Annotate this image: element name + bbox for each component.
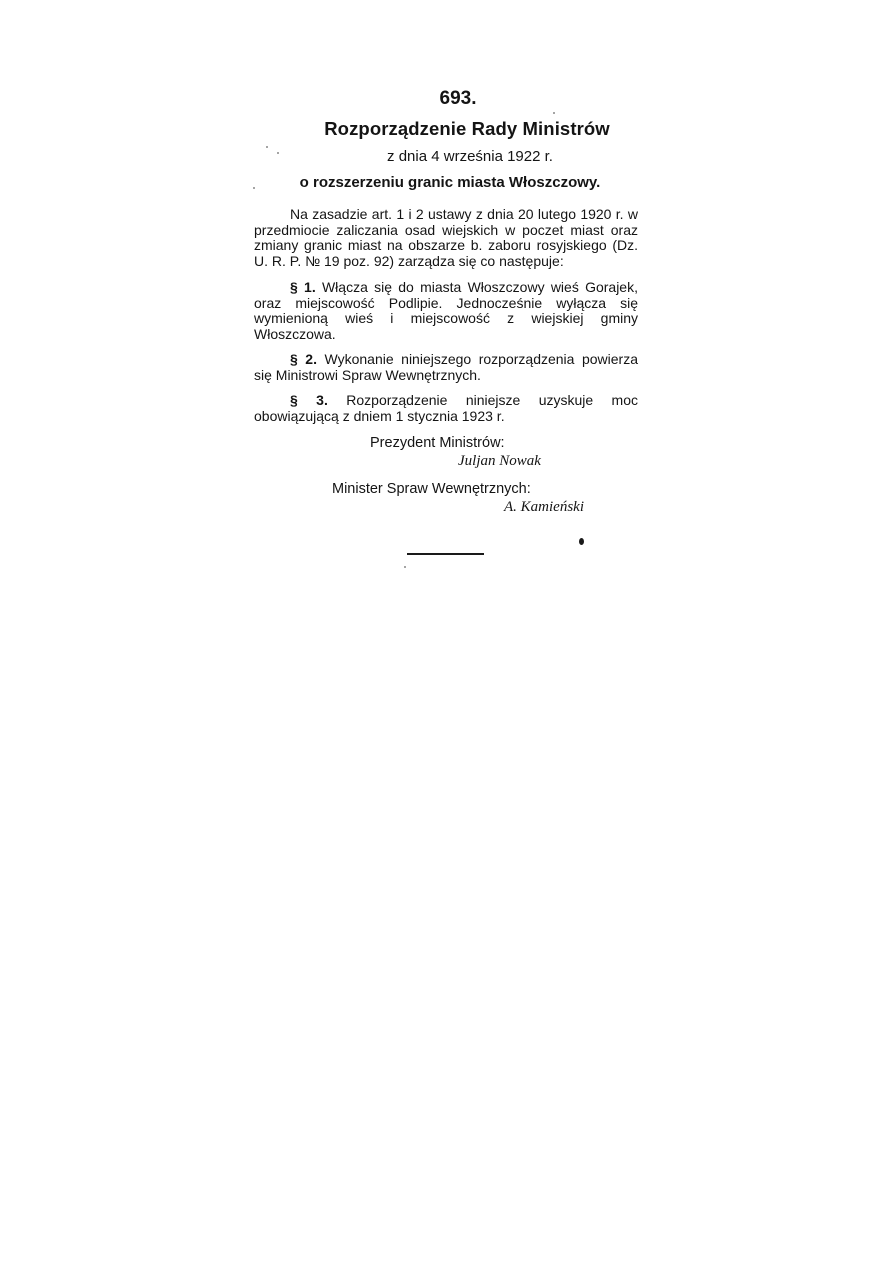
document-subject: o rozszerzeniu granic miasta Włoszczowy. [299, 174, 601, 191]
section-3 [254, 393, 638, 424]
section-1-mark: § 1. [290, 279, 316, 295]
closing-rule [407, 553, 484, 555]
document-number: 693. [439, 88, 477, 109]
ink-dot [579, 538, 584, 545]
scan-speck [553, 112, 555, 114]
section-1 [254, 280, 638, 342]
signature-name-prime-minister: Juljan Nowak [458, 453, 541, 469]
preamble-paragraph: Na zasadzie art. 1 i 2 ustawy z dnia 20 lutego 1920 r. w przedmiocie zaliczania osad wiejskich w poczet miast oraz zmiany granic miast na obszarze b. zaboru rosyjskiego (Dz. U. R. P. № 19 poz. 92) zarządza się co następuje: [254, 206, 638, 269]
section-1-text: Włącza się do miasta Włoszczowy wieś Gorajek, oraz miejscowość Podlipie. Jednocześnie wyłącza się wymienioną wieś i miejscowość z wiejskiej gminy Włoszczowa. [254, 279, 638, 342]
signature-name-interior-minister: A. Kamieński [504, 499, 584, 515]
signature-role-prime-minister: Prezydent Ministrów: [370, 435, 505, 451]
section-2-text: Wykonanie niniejszego rozporządzenia powierza się Ministrowi Spraw Wewnętrznych. [254, 351, 638, 383]
document-page [254, 88, 638, 516]
section-3-text: Rozporządzenie niniejsze uzyskuje moc obowiązującą z dniem 1 stycznia 1923 r. [254, 392, 639, 424]
document-date: z dnia 4 września 1922 r. [387, 148, 553, 165]
document-title: Rozporządzenie Rady Ministrów [324, 118, 610, 139]
section-2 [254, 352, 638, 383]
scan-speck [253, 187, 255, 189]
scan-speck [266, 146, 268, 148]
scan-speck [277, 152, 279, 154]
scan-speck [404, 566, 406, 568]
section-2-mark: § 2. [290, 351, 317, 367]
signature-role-interior-minister: Minister Spraw Wewnętrznych: [332, 481, 531, 497]
section-3-mark: § 3. [290, 392, 328, 408]
